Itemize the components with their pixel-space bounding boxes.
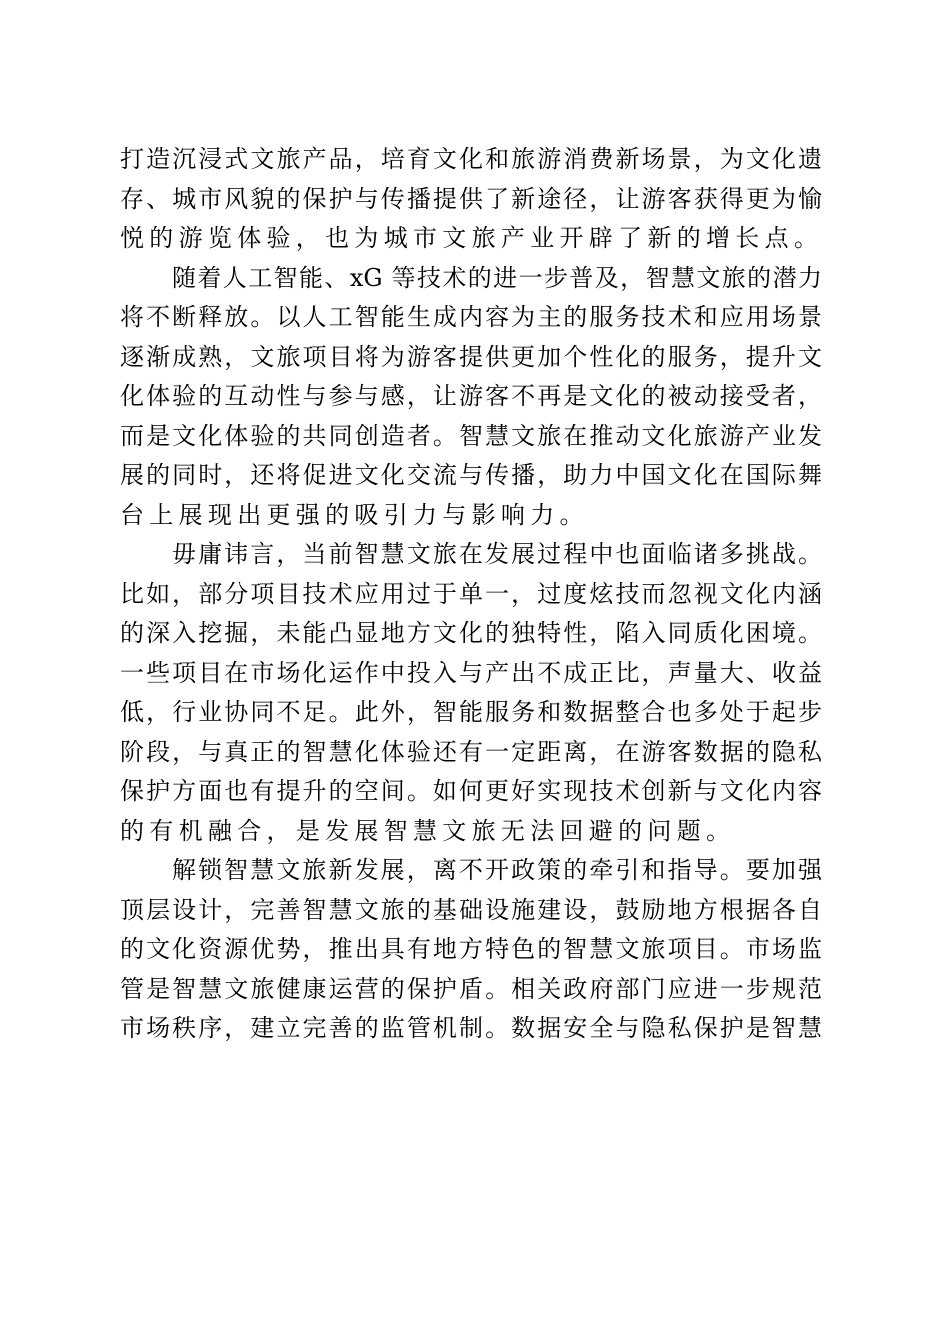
text-line: 的有机融合，是发展智慧文旅无法回避的问题。 [120,816,736,845]
text-line: 保护方面也有提升的空间。如何更好实现技术创新与文化内容 [120,777,822,805]
text-line: 的文化资源优势，推出具有地方特色的智慧文旅项目。市场监 [120,935,822,963]
text-line: 化体验的互动性与参与感，让游客不再是文化的被动接受者， [120,382,822,410]
text-line: 逐渐成熟，文旅项目将为游客提供更加个性化的服务，提升文 [120,342,822,371]
text-line: 随着人工智能、xG 等技术的进一步普及，智慧文旅的潜力 [172,263,822,292]
text-line: 展的同时，还将促进文化交流与传播，助力中国文化在国际舞 [120,461,822,489]
text-line: 打造沉浸式文旅产品，培育文化和旅游消费新场景，为文化遗 [120,145,822,173]
paragraph-4 [120,851,822,1049]
text-line: 将不断释放。以人工智能生成内容为主的服务技术和应用场景 [120,303,822,331]
text-line: 市场秩序，建立完善的监管机制。数据安全与隐私保护是智慧 [120,1014,822,1042]
text-line: 台上展现出更强的吸引力与影响力。 [120,500,589,529]
text-line: 存、城市风貌的保护与传播提供了新途径，让游客获得更为愉 [120,184,822,213]
text-line: 比如，部分项目技术应用过于单一，过度炫技而忽视文化内涵 [120,579,822,608]
text-line: 管是智慧文旅健康运营的保护盾。相关政府部门应进一步规范 [120,974,822,1003]
text-line: 解锁智慧文旅新发展，离不开政策的牵引和指导。要加强 [172,856,822,884]
text-line: 毋庸讳言，当前智慧文旅在发展过程中也面临诸多挑战。 [172,540,822,568]
text-line: 顶层设计，完善智慧文旅的基础设施建设，鼓励地方根据各自 [120,895,822,924]
paragraph-3 [120,535,822,851]
text-line: 低，行业协同不足。此外，智能服务和数据整合也多处于起步 [120,698,822,726]
text-line: 而是文化体验的共同创造者。智慧文旅在推动文化旅游产业发 [120,421,822,450]
text-line: 阶段，与真正的智慧化体验还有一定距离，在游客数据的隐私 [120,737,822,766]
document-body [120,140,822,1049]
paragraph-1 [120,140,822,259]
paragraph-2 [120,259,822,536]
text-line: 悦的游览体验，也为城市文旅产业开辟了新的增长点。 [120,224,824,252]
text-line: 一些项目在市场化运作中投入与产出不成正比，声量大、收益 [120,658,822,687]
text-line: 的深入挖掘，未能凸显地方文化的独特性，陷入同质化困境。 [120,619,822,647]
